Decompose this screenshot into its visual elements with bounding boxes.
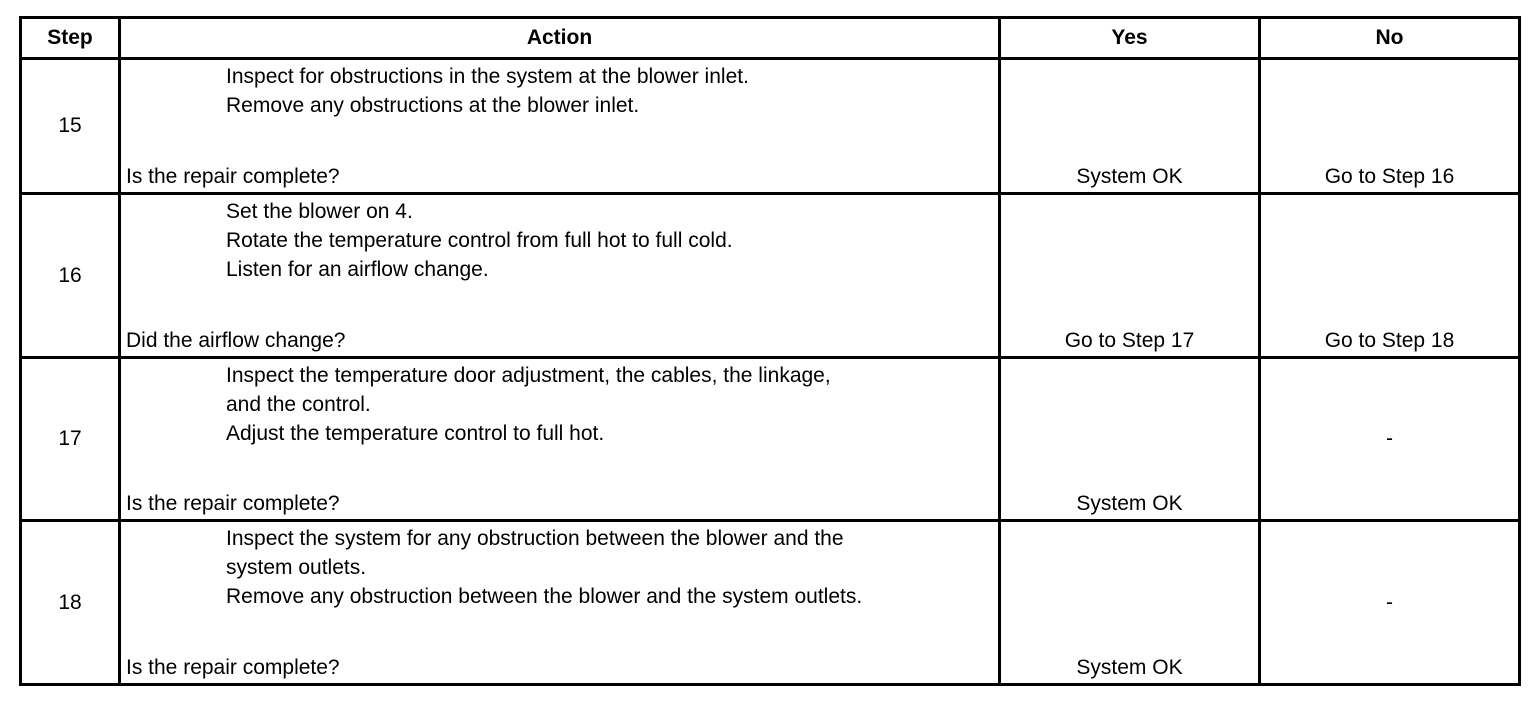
no-result: Go to Step 18 (1324, 329, 1455, 352)
action-cell (120, 521, 1000, 685)
action-cell (120, 59, 1000, 194)
table-row (21, 59, 1520, 194)
yes-result: System OK (1076, 492, 1183, 515)
instruction-line: Remove any obstruction between the blower and the system outlets. (226, 585, 863, 608)
instruction-line: system outlets. (226, 556, 367, 579)
no-cell (1260, 521, 1520, 685)
header-yes: Yes (1000, 18, 1260, 59)
no-cell (1260, 358, 1520, 521)
instructions (121, 359, 998, 448)
yes-cell (1000, 521, 1260, 685)
instructions (121, 60, 998, 120)
question-text: Is the repair complete? (126, 656, 340, 679)
yes-result: Go to Step 17 (1064, 329, 1195, 352)
action-cell (120, 358, 1000, 521)
instruction-line: and the control. (226, 393, 371, 416)
no-result: Go to Step 16 (1324, 165, 1455, 188)
header-no: No (1260, 18, 1520, 59)
yes-cell (1000, 194, 1260, 358)
question-text: Is the repair complete? (126, 165, 340, 188)
question-text: Is the repair complete? (126, 492, 340, 515)
instruction-line: Inspect the system for any obstruction between the blower and the (226, 527, 844, 550)
instruction-line: Remove any obstructions at the blower inlet. (226, 94, 640, 117)
diagnostic-table (19, 16, 1521, 686)
instruction-line: Rotate the temperature control from full hot to full cold. (226, 229, 733, 252)
no-cell (1260, 59, 1520, 194)
instruction-line: Inspect the temperature door adjustment, the cables, the linkage, (226, 364, 831, 387)
header-step: Step (21, 18, 120, 59)
action-cell (120, 194, 1000, 358)
header-action: Action (120, 18, 1000, 59)
instruction-line: Listen for an airflow change. (226, 258, 489, 281)
yes-cell (1000, 59, 1260, 194)
no-result: - (1386, 590, 1393, 614)
table-row (21, 521, 1520, 685)
step-number: 18 (21, 521, 120, 685)
step-number: 15 (21, 59, 120, 194)
yes-result: System OK (1076, 656, 1183, 679)
header-row (21, 18, 1520, 59)
instructions (121, 522, 998, 611)
no-cell (1260, 194, 1520, 358)
yes-cell (1000, 358, 1260, 521)
step-number: 16 (21, 194, 120, 358)
question-text: Did the airflow change? (126, 329, 346, 352)
instruction-line: Adjust the temperature control to full hot. (226, 422, 605, 445)
instruction-line: Set the blower on 4. (226, 200, 413, 223)
no-result: - (1386, 427, 1393, 450)
yes-result: System OK (1076, 165, 1183, 188)
step-number: 17 (21, 358, 120, 521)
instruction-line: Inspect for obstructions in the system at the blower inlet. (226, 65, 749, 88)
table-row (21, 358, 1520, 521)
table-row (21, 194, 1520, 358)
instructions (121, 195, 998, 284)
